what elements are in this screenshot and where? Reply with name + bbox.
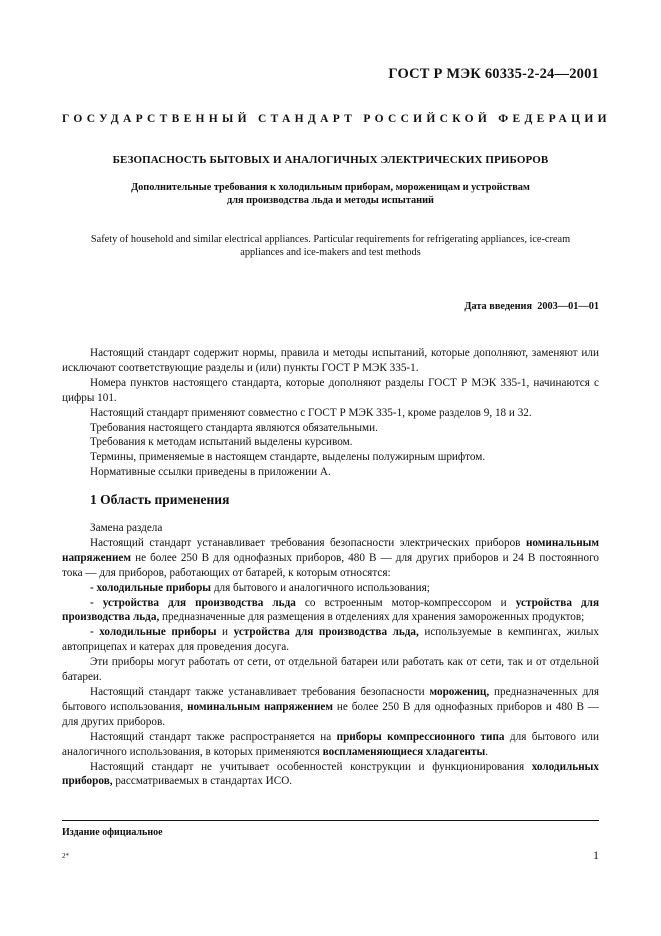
intro-paragraph: Настоящий стандарт применяют совместно с ГОСТ Р МЭК 335-1, кроме разделов 9, 18 и 32. bbox=[90, 406, 532, 419]
document-number: ГОСТ Р МЭК 60335-2-24—2001 bbox=[388, 66, 599, 82]
date-label: Дата введения bbox=[464, 301, 533, 312]
text-run: Настоящий стандарт не учитывает особенностей конструкции и функционирования bbox=[90, 760, 532, 773]
replacement-note: Замена раздела bbox=[90, 522, 163, 534]
text-run: не более 250 В для однофазных приборов, 480 В — для других приборов и 24 В постоянного тока — для приборов, работающих от батарей, к которым относятся: bbox=[62, 551, 599, 579]
scope-paragraph bbox=[62, 685, 599, 730]
footer-divider bbox=[62, 820, 599, 821]
scope-paragraph bbox=[62, 730, 599, 760]
intro-paragraph: Требования настоящего стандарта являются обязательными. bbox=[90, 421, 378, 434]
text-run: не более 250 В для однофазных приборов и 480 В — для других приборов. bbox=[62, 700, 599, 728]
term-bold: приборы компрессионного типа bbox=[336, 730, 505, 743]
term-bold: - холодильные приборы bbox=[90, 581, 212, 594]
section-heading: 1 Область применения bbox=[90, 492, 230, 507]
subtitle-line-2: для производства льда и методы испытаний bbox=[227, 195, 434, 206]
scope-text bbox=[62, 521, 599, 789]
text-run: рассматриваемых в стандартах ИСО. bbox=[112, 775, 293, 788]
text-run: со встроенным мотор-компрессором и bbox=[295, 596, 516, 609]
intro-paragraph: Термины, применяемые в настоящем стандарте, выделены полужирным шрифтом. bbox=[90, 451, 486, 464]
english-title bbox=[60, 233, 601, 259]
scope-paragraph bbox=[62, 760, 599, 790]
intro-paragraph: Нормативные ссылки приведены в приложении А. bbox=[90, 466, 331, 479]
scope-list-item bbox=[62, 581, 599, 596]
introduction-text bbox=[62, 346, 599, 480]
intro-paragraph: Требования к методам испытаний выделены курсивом. bbox=[90, 436, 353, 449]
text-run: и bbox=[216, 626, 234, 639]
text-run: предназначенных для бытового использования, bbox=[62, 685, 599, 713]
page-number: 1 bbox=[593, 848, 599, 862]
text-run: для бытового или аналогичного использования, в которых применяются bbox=[62, 730, 599, 758]
text-run: для бытового и аналогичного использования; bbox=[211, 581, 430, 594]
scope-paragraph: Эти приборы могут работать от сети, от отдельной батареи или работать как от сети, так и от отдельной батареи. bbox=[62, 656, 599, 684]
english-title-line-1: Safety of household and similar electrical appliances. Particular requirements for refrigerating appliances, ice-cream bbox=[90, 234, 571, 245]
text-run: Настоящий стандарт также распространяется на bbox=[90, 730, 337, 743]
subtitle-line-1: Дополнительные требования к холодильным приборам, мороженицам и устройствам bbox=[131, 182, 530, 193]
text-run: Настоящий стандарт также устанавливает требования безопасности bbox=[90, 685, 430, 698]
intro-paragraph: Настоящий стандарт содержит нормы, правила и методы испытаний, которые дополняют, заменяют или исключают соответствующие разделы и (или) пункты ГОСТ Р МЭК 335-1. bbox=[62, 347, 599, 374]
text-run: Настоящий стандарт устанавливает требования безопасности электрических приборов bbox=[90, 536, 526, 549]
term-bold: - устройства для производства льда bbox=[90, 596, 296, 609]
document-title: БЕЗОПАСНОСТЬ БЫТОВЫХ И АНАЛОГИЧНЫХ ЭЛЕКТРИЧЕСКИХ ПРИБОРОВ bbox=[112, 154, 549, 166]
term-bold: номинальным напряжением bbox=[187, 700, 333, 713]
introduction-date bbox=[464, 301, 599, 312]
document-subtitle bbox=[60, 181, 601, 207]
term-bold: устройства для производства льда, bbox=[233, 626, 419, 639]
official-edition-label: Издание официальное bbox=[62, 827, 163, 838]
intro-paragraph: Номера пунктов настоящего стандарта, которые дополняют разделы ГОСТ Р МЭК 335-1, начинаются с цифры 101. bbox=[62, 376, 599, 404]
sheet-mark: 2* bbox=[62, 852, 69, 860]
term-bold: морожениц, bbox=[429, 685, 490, 698]
state-standard-heading: ГОСУДАРСТВЕННЫЙ СТАНДАРТ РОССИЙСКОЙ ФЕДЕРАЦИИ bbox=[62, 113, 611, 125]
english-title-line-2: appliances and ice-makers and test methods bbox=[240, 247, 421, 258]
term-bold: холодильных приборов, bbox=[62, 760, 599, 788]
text-run: . bbox=[485, 745, 489, 758]
scope-paragraph bbox=[62, 536, 599, 581]
scope-list-item bbox=[62, 596, 599, 626]
scope-list-item bbox=[62, 625, 599, 655]
term-bold: устройства для производства льда, bbox=[62, 596, 599, 624]
term-bold: номинальным напряжением bbox=[62, 536, 599, 564]
term-bold: - холодильные приборы bbox=[90, 626, 217, 639]
text-run: предназначенные для размещения в отделениях для хранения замороженных продуктов; bbox=[159, 611, 585, 624]
date-value: 2003—01—01 bbox=[537, 301, 599, 312]
term-bold: воспламеняющиеся хладагенты bbox=[322, 745, 486, 758]
text-run: используемые в кемпингах, жилых автоприцепах и катерах для проведения досуга. bbox=[62, 626, 599, 654]
